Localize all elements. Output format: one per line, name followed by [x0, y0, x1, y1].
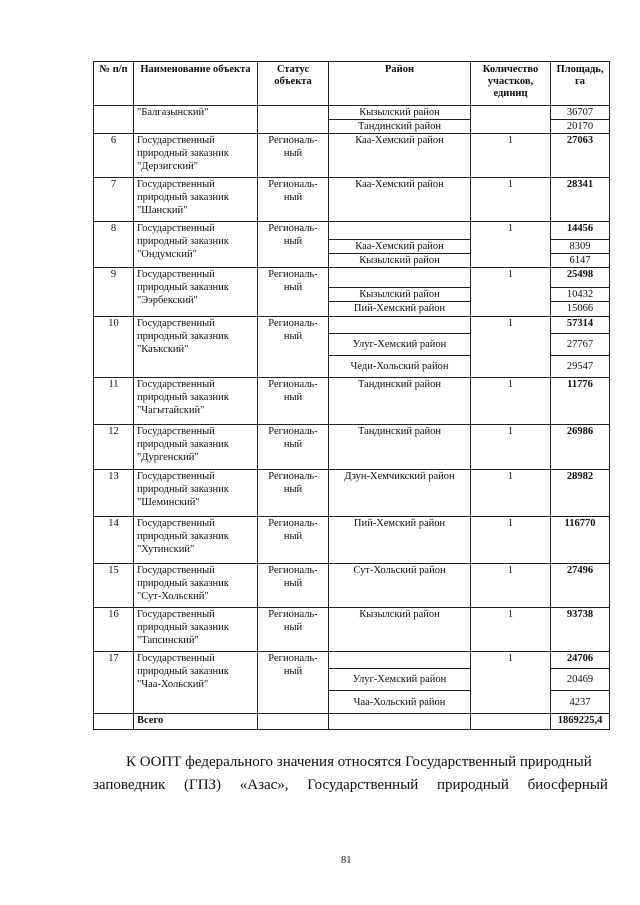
area: 57314: [551, 317, 610, 334]
area: 10432: [551, 288, 610, 302]
district: Тандинский район: [329, 120, 471, 134]
area: 27767: [551, 334, 610, 356]
row-number: 6: [94, 134, 134, 178]
paragraph-word: Государственный: [307, 777, 419, 793]
district: Кызылский район: [329, 288, 471, 302]
district: Кызылский район: [329, 608, 471, 652]
row-number: 16: [94, 608, 134, 652]
area: 29547: [551, 356, 610, 378]
object-name: Государственный природный заказник "Хутинский": [134, 517, 258, 564]
body-paragraph-line: [93, 778, 608, 793]
site-count: 1: [471, 564, 551, 608]
object-status: Региональ-ный: [258, 378, 329, 425]
table-row: [94, 517, 610, 564]
row-number: 11: [94, 378, 134, 425]
table-row: [94, 652, 610, 669]
district: Улуг-Хемский район: [329, 334, 471, 356]
area: 4237: [551, 691, 610, 714]
row-number: 12: [94, 425, 134, 470]
area: 26986: [551, 425, 610, 470]
object-name: Государственный природный заказник "Ондумский": [134, 222, 258, 268]
object-name: Государственный природный заказник "Чагытайский": [134, 378, 258, 425]
paragraph-word: (ГПЗ): [184, 777, 222, 793]
row-number: 14: [94, 517, 134, 564]
district: Улуг-Хемский район: [329, 669, 471, 691]
header-district: Район: [329, 62, 471, 106]
total-area: 1869225,4: [551, 714, 610, 730]
table-row: [94, 134, 610, 178]
protected-areas-table: [93, 61, 610, 730]
site-count: 1: [471, 470, 551, 517]
paragraph-word: биосферный: [527, 777, 608, 793]
area: 27496: [551, 564, 610, 608]
site-count: 1: [471, 178, 551, 222]
district: Дзун-Хемчикский район: [329, 470, 471, 517]
area: 93738: [551, 608, 610, 652]
table-row: [94, 425, 610, 470]
area: 20170: [551, 120, 610, 134]
object-name: Государственный природный заказник "Шанский": [134, 178, 258, 222]
body-paragraph-line: К ООПТ федерального значения относятся Государственный природный: [126, 754, 592, 770]
table-row: [94, 317, 610, 334]
object-status: Региональ-ный: [258, 517, 329, 564]
object-status: Региональ-ный: [258, 178, 329, 222]
object-status: Региональ-ный: [258, 317, 329, 378]
area: 15066: [551, 302, 610, 317]
paragraph-word: природный: [437, 777, 509, 793]
header-count: Количество участков, единиц: [471, 62, 551, 106]
paragraph-word: «Азас»,: [239, 777, 289, 793]
object-name: Государственный природный заказник "Дерзигский": [134, 134, 258, 178]
header-num: № п/п: [94, 62, 134, 106]
page-number: 81: [341, 855, 352, 866]
district: Кызылский район: [329, 106, 471, 120]
row-number: 8: [94, 222, 134, 268]
object-status: Региональ-ный: [258, 425, 329, 470]
area: 8309: [551, 240, 610, 254]
object-name: Государственный природный заказник "Тапсинский": [134, 608, 258, 652]
district: Пий-Хемский район: [329, 517, 471, 564]
table-row: [94, 268, 610, 288]
area: 20469: [551, 669, 610, 691]
row-number: 15: [94, 564, 134, 608]
table-row: [94, 378, 610, 425]
district: Тандинский район: [329, 378, 471, 425]
district: Каа-Хемский район: [329, 178, 471, 222]
area: 28982: [551, 470, 610, 517]
site-count: 1: [471, 268, 551, 317]
object-status: Региональ-ный: [258, 608, 329, 652]
object-name: Государственный природный заказник "Дургенский": [134, 425, 258, 470]
site-count: 1: [471, 134, 551, 178]
district: Пий-Хемский район: [329, 302, 471, 317]
object-status: Региональ-ный: [258, 470, 329, 517]
row-number: 13: [94, 470, 134, 517]
table-row: [94, 106, 610, 120]
header-area: Площадь, га: [551, 62, 610, 106]
row-number: 10: [94, 317, 134, 378]
area: 14456: [551, 222, 610, 240]
object-name: Государственный природный заказник "Чаа-Хольский": [134, 652, 258, 714]
object-name: "Балгазынский": [134, 106, 258, 134]
area: 11776: [551, 378, 610, 425]
district: Сут-Хольский район: [329, 564, 471, 608]
site-count: 1: [471, 652, 551, 714]
object-status: Региональ-ный: [258, 564, 329, 608]
table-row: [94, 222, 610, 240]
site-count: 1: [471, 317, 551, 378]
total-row: [94, 714, 610, 730]
object-name: Государственный природный заказник "Каъкский": [134, 317, 258, 378]
row-number: 7: [94, 178, 134, 222]
site-count: 1: [471, 608, 551, 652]
area: 24706: [551, 652, 610, 669]
site-count: 1: [471, 378, 551, 425]
area: 116770: [551, 517, 610, 564]
site-count: 1: [471, 425, 551, 470]
area: 28341: [551, 178, 610, 222]
total-label: Всего: [134, 714, 258, 730]
object-status: Региональ-ный: [258, 134, 329, 178]
object-name: Государственный природный заказник "Сут-Хольский": [134, 564, 258, 608]
district: Чаа-Хольский район: [329, 691, 471, 714]
object-name: Государственный природный заказник "Шеминский": [134, 470, 258, 517]
district: Чеди-Хольский район: [329, 356, 471, 378]
area: 36707: [551, 106, 610, 120]
district: Каа-Хемский район: [329, 134, 471, 178]
header-status: Статус объекта: [258, 62, 329, 106]
paragraph-word: заповедник: [93, 777, 166, 793]
district: Каа-Хемский район: [329, 240, 471, 254]
table-row: [94, 470, 610, 517]
area: 25498: [551, 268, 610, 288]
district: Тандинский район: [329, 425, 471, 470]
table-row: [94, 608, 610, 652]
table-row: [94, 564, 610, 608]
header-name: Наименование объекта: [134, 62, 258, 106]
site-count: 1: [471, 517, 551, 564]
object-status: Региональ-ный: [258, 268, 329, 317]
object-status: Региональ-ный: [258, 652, 329, 714]
area: 27063: [551, 134, 610, 178]
area: 6147: [551, 254, 610, 268]
site-count: 1: [471, 222, 551, 268]
row-number: 9: [94, 268, 134, 317]
table-row: [94, 178, 610, 222]
object-status: Региональ-ный: [258, 222, 329, 268]
table-header-row: [94, 62, 610, 106]
object-name: Государственный природный заказник "Ээрбекский": [134, 268, 258, 317]
row-number: 17: [94, 652, 134, 714]
district: Кызылский район: [329, 254, 471, 268]
